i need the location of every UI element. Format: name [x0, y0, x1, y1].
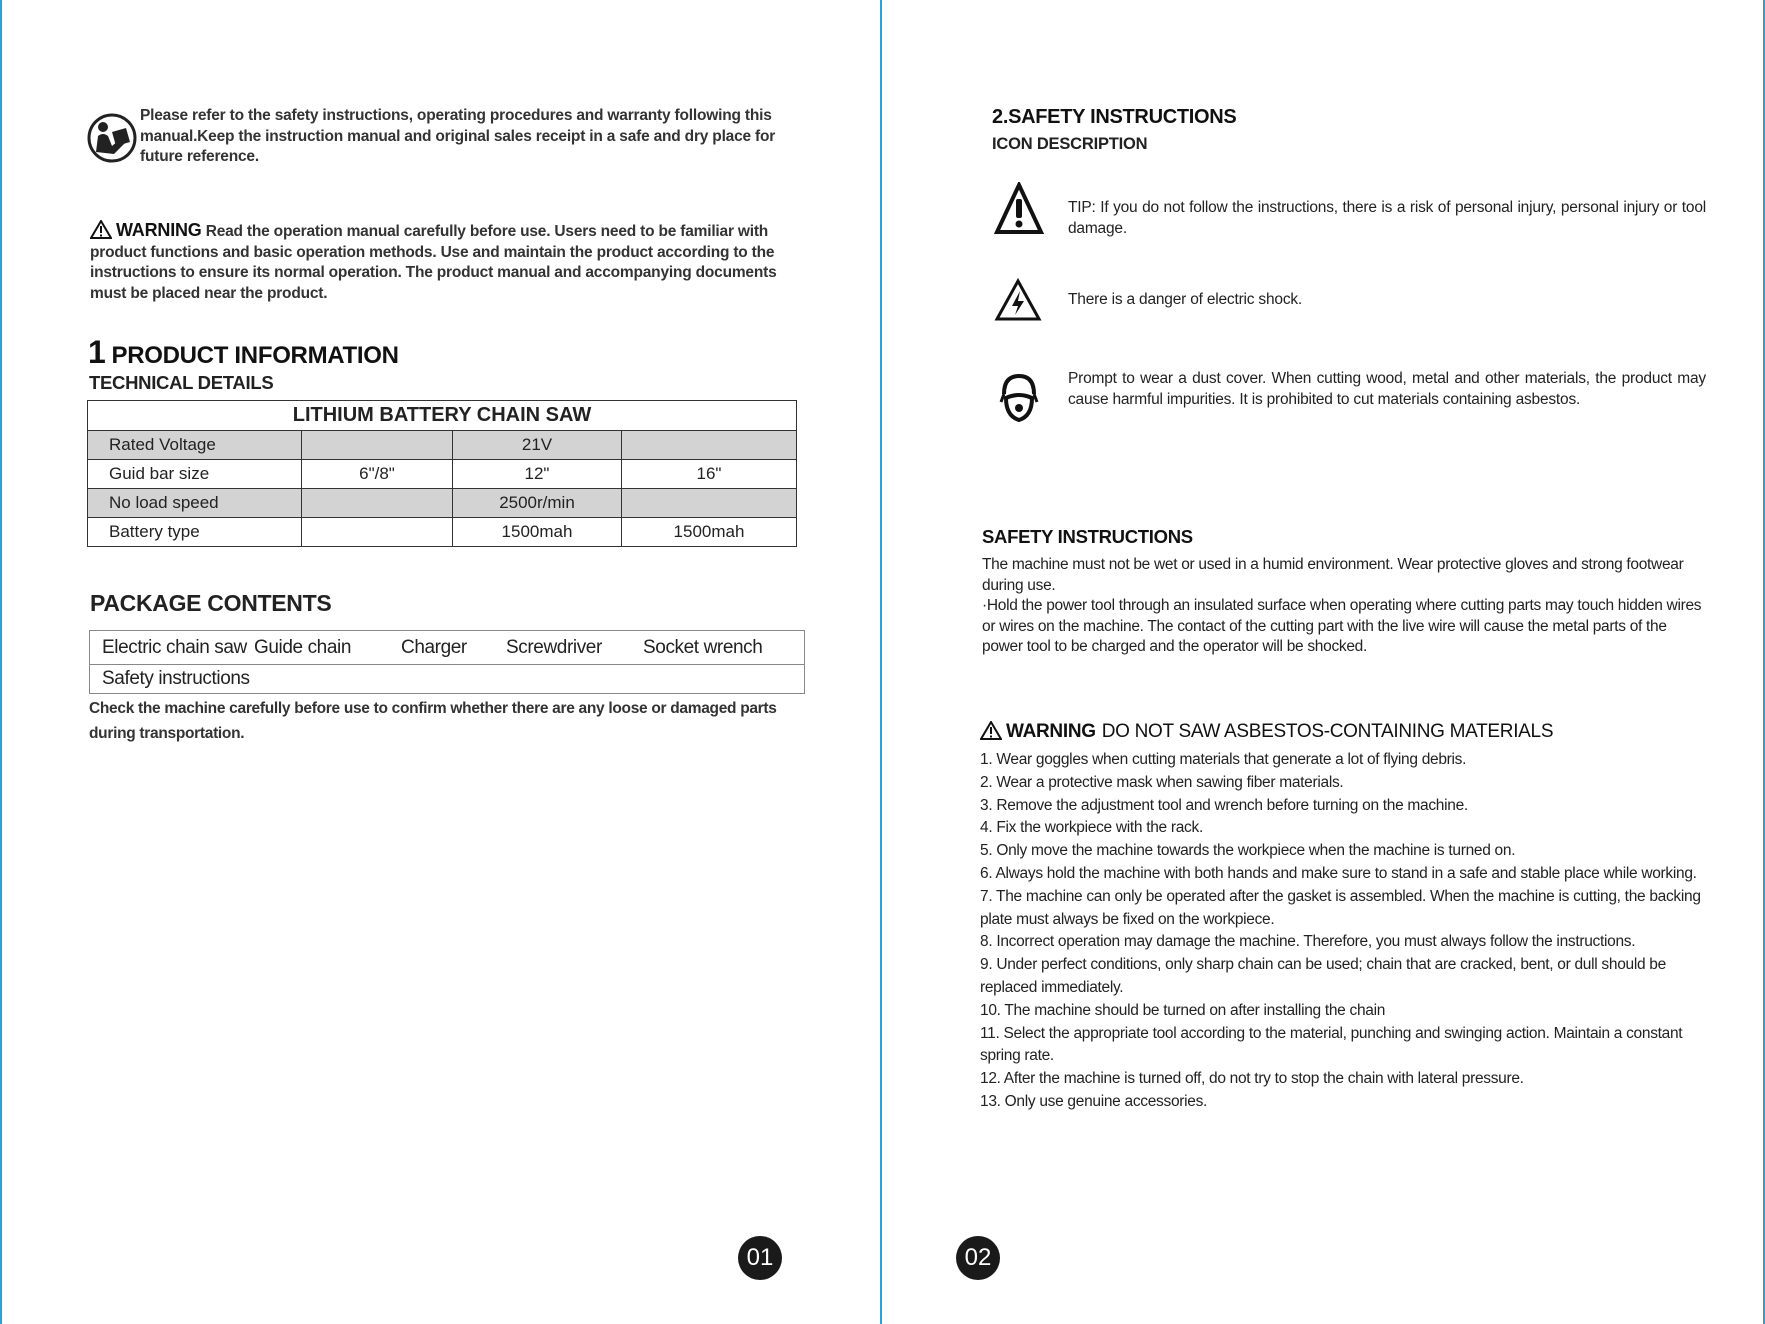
- spec-cell: 1500mah: [453, 518, 622, 547]
- table-row: [88, 460, 797, 489]
- list-item: 12. After the machine is turned off, do not try to stop the chain with lateral pressure.: [980, 1070, 1524, 1088]
- safety-section-title: 2.SAFETY INSTRUCTIONS: [992, 106, 1237, 128]
- list-item: 4. Fix the workpiece with the rack.: [980, 819, 1203, 837]
- list-item: 7. The machine can only be operated after the gasket is assembled. When the machine is cutting, the backing plate must always be fixed on the workpiece.: [980, 887, 1701, 928]
- section-number: 1: [88, 334, 106, 370]
- spec-cell: 12": [453, 460, 622, 489]
- spec-label: Battery type: [88, 518, 302, 547]
- list-item: 11. Select the appropriate tool according to the material, punching and swinging action. Maintain a constant spring rate.: [980, 1024, 1683, 1065]
- page-right: [882, 0, 1765, 1324]
- icon-description-mask: Prompt to wear a dust cover. When cutting wood, metal and other materials, the product may cause harmful impurities. It is prohibited to cut materials containing asbestos.: [1068, 370, 1706, 408]
- list-item: 3. Remove the adjustment tool and wrench before turning on the machine.: [980, 796, 1468, 814]
- warning-label: WARNING: [116, 220, 202, 240]
- spec-cell: [302, 489, 453, 518]
- icon-description-heading: ICON DESCRIPTION: [992, 135, 1148, 153]
- check-text: Check the machine carefully before use to confirm whether there are any loose or damaged parts during transportation.: [89, 700, 777, 742]
- spec-cell: 2500r/min: [453, 489, 622, 518]
- safety-paragraph: ·Hold the power tool through an insulated surface when operating where cutting parts may touch hidden wires or wires on the machine. The contact of the cutting part with the live wire will cause the metal parts of the power tool to be charged and the operator will be shocked.: [982, 597, 1702, 655]
- package-item: Socket wrench: [642, 631, 805, 665]
- table-row: [88, 431, 797, 460]
- warning-triangle-icon: [994, 182, 1044, 236]
- spec-cell: 21V: [453, 431, 622, 460]
- package-contents-heading: PACKAGE CONTENTS: [90, 590, 332, 616]
- table-row: [88, 518, 797, 547]
- warning-block: [90, 220, 790, 304]
- table-row: [90, 665, 805, 694]
- spec-cell: [622, 431, 797, 460]
- spec-cell: [302, 518, 453, 547]
- spec-table: [87, 400, 797, 547]
- package-item: Guide chain: [253, 631, 400, 665]
- list-item: 2. Wear a protective mask when sawing fiber materials.: [980, 773, 1344, 791]
- spec-cell: 1500mah: [622, 518, 797, 547]
- list-item: 9. Under perfect conditions, only sharp chain can be used; chain that are cracked, bent, or dull should be replaced immediately.: [980, 956, 1666, 996]
- spec-cell: 16": [622, 460, 797, 489]
- spec-label: No load speed: [88, 489, 302, 518]
- page-number-badge: 02: [956, 1236, 1000, 1280]
- package-item: Electric chain saw: [90, 631, 254, 665]
- page-left: [0, 0, 882, 1324]
- warning-text: Read the operation manual carefully before use. Users need to be familiar with product functions and basic operation methods. Use and maintain the product according to the instructions to ensure its normal operation. The product manual and accompanying documents must be placed near the product.: [90, 223, 777, 302]
- spec-cell: 6"/8": [302, 460, 453, 489]
- section-1-title: [88, 334, 399, 371]
- electric-shock-icon: [994, 278, 1042, 322]
- warning-triangle-icon: [90, 220, 112, 239]
- safety-instructions-heading: SAFETY INSTRUCTIONS: [982, 526, 1193, 547]
- asbestos-warning-title: [980, 721, 1553, 743]
- list-item: 10. The machine should be turned on after installing the chain: [980, 1001, 1386, 1019]
- safety-paragraph: The machine must not be wet or used in a humid environment. Wear protective gloves and strong footwear during use.: [982, 556, 1684, 594]
- list-item: 1. Wear goggles when cutting materials that generate a lot of flying debris.: [980, 751, 1467, 768]
- list-item: 13. Only use genuine accessories.: [980, 1092, 1208, 1110]
- package-item: Charger: [400, 631, 505, 665]
- list-item: 5. Only move the machine towards the workpiece when the machine is turned on.: [980, 842, 1516, 860]
- spec-table-title: LITHIUM BATTERY CHAIN SAW: [88, 401, 797, 431]
- package-item: Screwdriver: [505, 631, 642, 665]
- table-row: [90, 631, 805, 665]
- warning-triangle-icon: [980, 721, 1002, 740]
- icon-description-tip: TIP: If you do not follow the instructions, there is a risk of personal injury, personal injury or tool damage.: [1068, 199, 1706, 237]
- page-number-badge: 01: [738, 1236, 782, 1280]
- package-item: Safety instructions: [90, 665, 805, 694]
- safety-rules-list: [980, 749, 1706, 1114]
- warning-label: WARNING: [1006, 721, 1096, 742]
- spec-cell: [302, 431, 453, 460]
- dust-mask-icon: [998, 372, 1040, 424]
- list-item: 8. Incorrect operation may damage the machine. Therefore, you must always follow the instructions.: [980, 933, 1636, 951]
- safety-instructions-text: [982, 555, 1706, 658]
- read-manual-icon: [86, 112, 138, 164]
- warning-title-text: DO NOT SAW ASBESTOS-CONTAINING MATERIALS: [1101, 721, 1554, 742]
- list-item: 6. Always hold the machine with both hands and make sure to stand in a safe and stable place while working.: [980, 864, 1697, 882]
- package-table: [89, 630, 805, 694]
- table-row: [88, 489, 797, 518]
- section-title-text: PRODUCT INFORMATION: [111, 342, 399, 369]
- intro-text: Please refer to the safety instructions, operating procedures and warranty following this manual.Keep the instruction manual and original sales receipt in a safe and dry place for future reference.: [140, 107, 776, 165]
- icon-description-shock: There is a danger of electric shock.: [1068, 291, 1303, 308]
- technical-details-heading: TECHNICAL DETAILS: [89, 372, 274, 393]
- spec-label: Rated Voltage: [88, 431, 302, 460]
- spec-cell: [622, 489, 797, 518]
- spec-label: Guid bar size: [88, 460, 302, 489]
